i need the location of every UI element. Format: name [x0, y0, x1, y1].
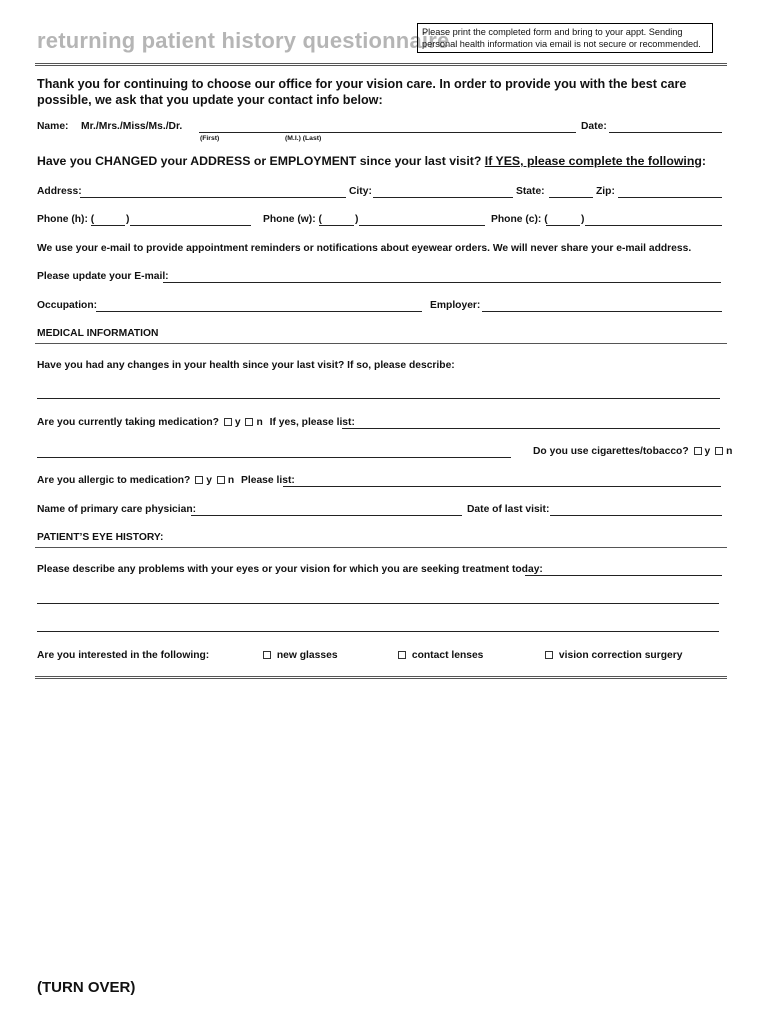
- last-visit-field[interactable]: [550, 515, 722, 516]
- eye-problems-field[interactable]: [525, 575, 722, 576]
- medication-no-checkbox[interactable]: [245, 418, 253, 426]
- mi-last-hint: (M.I.) (Last): [285, 135, 322, 142]
- medication-yes-checkbox[interactable]: [224, 418, 232, 426]
- occupation-label: Occupation:: [37, 300, 98, 311]
- form-title: returning patient history questionnaire: [37, 28, 450, 53]
- allergy-no-checkbox[interactable]: [217, 476, 225, 484]
- name-field[interactable]: [199, 132, 576, 133]
- tobacco-no-checkbox[interactable]: [715, 447, 723, 455]
- phone-cell-field[interactable]: [585, 225, 722, 226]
- phone-cell-area-field[interactable]: [546, 225, 580, 226]
- eye-problems-field-3[interactable]: [37, 631, 719, 632]
- phone-work-field[interactable]: [359, 225, 485, 226]
- eye-problems-question: Please describe any problems with your eyes or your vision for which you are seeking treatment today:: [37, 564, 543, 575]
- health-changes-question: Have you had any changes in your health since your last visit? If so, please describe:: [37, 360, 455, 371]
- phone-work-area-field[interactable]: [319, 225, 354, 226]
- medication-list-field-2[interactable]: [37, 457, 511, 458]
- eye-problems-field-2[interactable]: [37, 603, 719, 604]
- allergy-list-field[interactable]: [283, 486, 721, 487]
- city-field[interactable]: [373, 197, 513, 198]
- date-field[interactable]: [609, 132, 722, 133]
- eye-history-divider: [35, 547, 727, 548]
- medication-list-field[interactable]: [342, 428, 720, 429]
- city-label: City:: [349, 186, 372, 197]
- phone-work-label: Phone (w): (: [263, 214, 322, 225]
- changed-question: Have you CHANGED your ADDRESS or EMPLOYMENT since your last visit? If YES, please complete the following:: [37, 154, 706, 168]
- medical-heading: MEDICAL INFORMATION: [37, 328, 159, 339]
- eye-history-heading: PATIENT’S EYE HISTORY:: [37, 532, 164, 543]
- zip-label: Zip:: [596, 186, 615, 197]
- address-label: Address:: [37, 186, 82, 197]
- contact-lenses-checkbox[interactable]: [398, 651, 406, 659]
- phone-home-area-field[interactable]: [91, 225, 125, 226]
- physician-label: Name of primary care physician:: [37, 504, 197, 515]
- email-label: Please update your E-mail:: [37, 271, 169, 282]
- allergy-question: Are you allergic to medication? y n Please list:: [37, 475, 295, 486]
- first-name-hint: (First): [200, 135, 220, 142]
- email-usage-notice: We use your e-mail to provide appointment reminders or notifications about eyewear orders. We will never share your e-mail address.: [37, 243, 692, 254]
- phone-home-field[interactable]: [130, 225, 251, 226]
- phone-home-label: Phone (h): (: [37, 214, 95, 225]
- state-label: State:: [516, 186, 545, 197]
- employer-label: Employer:: [430, 300, 481, 311]
- option-contact-lenses[interactable]: contact lenses: [396, 650, 483, 661]
- if-yes-instruction: If YES, please complete the following: [484, 154, 702, 168]
- allergy-yes-checkbox[interactable]: [195, 476, 203, 484]
- interest-question: Are you interested in the following:: [37, 650, 210, 661]
- new-glasses-checkbox[interactable]: [263, 651, 271, 659]
- medical-divider: [35, 343, 727, 344]
- option-new-glasses[interactable]: new glasses: [261, 650, 338, 661]
- header-divider: [35, 63, 727, 66]
- employer-field[interactable]: [482, 311, 722, 312]
- name-label: Name:: [37, 121, 69, 132]
- health-changes-field[interactable]: [37, 398, 720, 399]
- vision-surgery-checkbox[interactable]: [545, 651, 553, 659]
- intro-text: Thank you for continuing to choose our office for your vision care. In order to provide you with the best care possible, we ask that you update your contact info below:: [37, 77, 687, 107]
- email-field[interactable]: [163, 282, 721, 283]
- turn-over-note: (TURN OVER): [37, 979, 136, 996]
- zip-field[interactable]: [618, 197, 722, 198]
- physician-field[interactable]: [191, 515, 462, 516]
- date-label: Date:: [581, 121, 607, 132]
- tobacco-yes-checkbox[interactable]: [694, 447, 702, 455]
- honorific-label: Mr./Mrs./Miss/Ms./Dr.: [81, 121, 183, 132]
- phone-cell-label: Phone (c): (: [491, 214, 548, 225]
- email-notice-box: Please print the completed form and bring to your appt. Sending personal health information via email is not secure or recommended.: [417, 23, 713, 53]
- address-field[interactable]: [80, 197, 346, 198]
- occupation-field[interactable]: [96, 311, 422, 312]
- medication-question: Are you currently taking medication? y n If yes, please list:: [37, 417, 355, 428]
- state-field[interactable]: [549, 197, 593, 198]
- last-visit-label: Date of last visit:: [467, 504, 550, 515]
- option-vision-surgery[interactable]: vision correction surgery: [543, 650, 682, 661]
- tobacco-question: Do you use cigarettes/tobacco? y n: [533, 446, 733, 457]
- footer-divider: [35, 676, 727, 679]
